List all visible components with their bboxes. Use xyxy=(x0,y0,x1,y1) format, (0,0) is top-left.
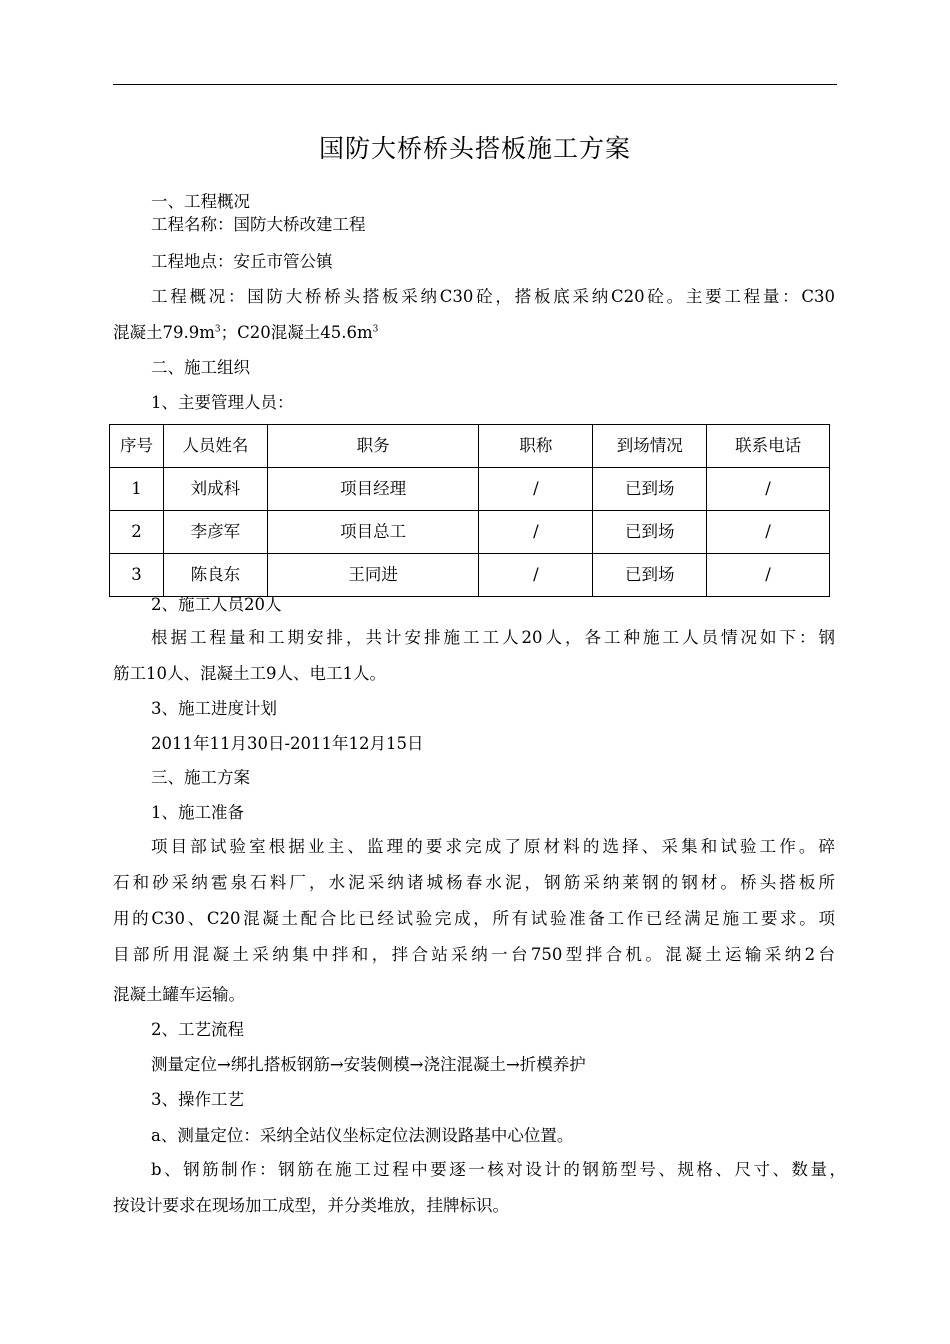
operation-heading: 3、操作工艺 xyxy=(151,1090,244,1109)
table-cell: 已到场 xyxy=(593,554,707,597)
process-flow-heading: 2、工艺流程 xyxy=(151,1020,244,1039)
preparation-line-4: 目部所用混凝土采纳集中拌和，拌合站采纳一台750型拌合机。混凝土运输采纳2台 xyxy=(113,945,835,964)
operation-survey: a、测量定位：采纳全站仪坐标定位法测设路基中心位置。 xyxy=(151,1126,574,1145)
workers-heading: 2、施工人员20人 xyxy=(151,595,282,614)
table-cell: 已到场 xyxy=(593,511,707,554)
overview-unit-superscript: 3 xyxy=(214,324,221,335)
operation-rebar-line-1: b、钢筋制作：钢筋在施工过程中要逐一核对设计的钢筋型号、规格、尺寸、数量， xyxy=(151,1160,846,1179)
table-cell: / xyxy=(707,468,830,511)
table-cell: / xyxy=(479,511,593,554)
table-row xyxy=(110,554,830,597)
table-cell: 陈良东 xyxy=(163,554,267,597)
table-row xyxy=(110,511,830,554)
section-1-heading: 一、工程概况 xyxy=(151,192,250,211)
section-3-heading: 三、施工方案 xyxy=(151,768,250,787)
table-cell: 已到场 xyxy=(593,468,707,511)
table-cell: 刘成科 xyxy=(163,468,267,511)
table-cell: 项目经理 xyxy=(267,468,479,511)
document-title: 国防大桥桥头搭板施工方案 xyxy=(318,134,631,163)
process-flow: 测量定位→绑扎搭板钢筋→安装侧模→浇注混凝土→折模养护 xyxy=(151,1055,586,1074)
table-cell: / xyxy=(479,554,593,597)
project-location: 工程地点：安丘市管公镇 xyxy=(151,252,333,271)
header-cell: 职务 xyxy=(267,425,479,468)
workers-paragraph-line-1: 根据工程量和工期安排，共计安排施工工人20人，各工种施工人员情况如下：钢 xyxy=(151,628,835,647)
table-row xyxy=(110,468,830,511)
table-cell: 2 xyxy=(110,511,164,554)
table-cell: 李彦军 xyxy=(163,511,267,554)
project-overview-line-2 xyxy=(113,321,378,345)
header-rule xyxy=(113,84,837,85)
operation-rebar-line-2: 按设计要求在现场加工成型，并分类堆放，挂牌标识。 xyxy=(113,1196,509,1215)
header-cell: 到场情况 xyxy=(593,425,707,468)
table-cell: 项目总工 xyxy=(267,511,479,554)
overview-c20-amount: ；C20混凝土45.6m xyxy=(220,323,373,342)
section-2-heading: 二、施工组织 xyxy=(151,358,250,377)
header-cell: 序号 xyxy=(110,425,164,468)
table-cell: / xyxy=(707,511,830,554)
preparation-line-1: 项目部试验室根据业主、监理的要求完成了原材料的选择、采集和试验工作。碎 xyxy=(151,837,835,856)
preparation-line-3: 用的C30、C20混凝土配合比已经试验完成，所有试验准备工作已经满足施工要求。项 xyxy=(113,909,835,928)
table-cell: / xyxy=(707,554,830,597)
table-cell: 1 xyxy=(110,468,164,511)
staff-table xyxy=(109,424,830,597)
project-overview-line-1: 工程概况：国防大桥桥头搭板采纳C30砼，搭板底采纳C20砼。主要工程量：C30 xyxy=(151,287,835,306)
overview-c30-amount: 混凝土79.9m xyxy=(113,323,215,342)
workers-paragraph-line-2: 筋工10人、混凝土工9人、电工1人。 xyxy=(113,664,386,683)
header-cell: 职称 xyxy=(479,425,593,468)
header-cell: 人员姓名 xyxy=(163,425,267,468)
table-cell: 3 xyxy=(110,554,164,597)
project-name: 工程名称：国防大桥改建工程 xyxy=(151,215,366,234)
preparation-heading: 1、施工准备 xyxy=(151,803,244,822)
management-staff-heading: 1、主要管理人员： xyxy=(151,393,294,412)
schedule-heading: 3、施工进度计划 xyxy=(151,699,277,718)
schedule-dates: 2011年11月30日-2011年12月15日 xyxy=(151,734,424,753)
table-header-row xyxy=(110,425,830,468)
header-cell: 联系电话 xyxy=(707,425,830,468)
table-cell: 王同进 xyxy=(267,554,479,597)
preparation-line-2: 石和砂采纳雹泉石料厂，水泥采纳诸城杨春水泥，钢筋采纳莱钢的钢材。桥头搭板所 xyxy=(113,873,835,892)
overview-unit-superscript-2: 3 xyxy=(372,324,379,335)
table-cell: / xyxy=(479,468,593,511)
preparation-line-5: 混凝土罐车运输。 xyxy=(113,985,245,1004)
